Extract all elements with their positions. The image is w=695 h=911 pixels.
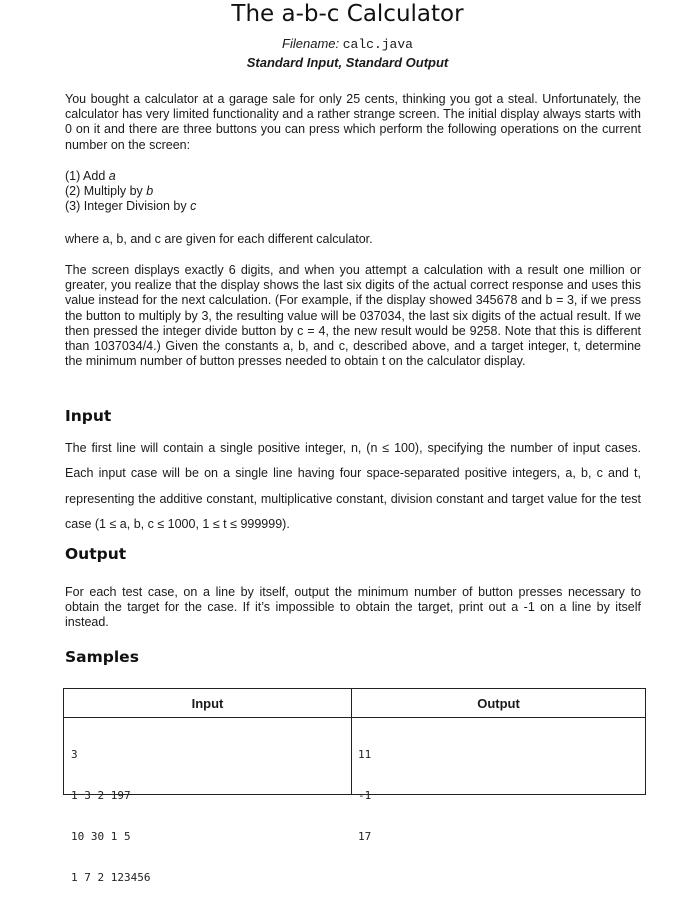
output-heading: Output (65, 545, 127, 563)
input-paragraph: The first line will contain a single positive integer, n, (n ≤ 100), specifying the number of input cases. Each input case will be on a single line having four space-separated positive integers, a, b, c and t, representing the additive constant, multiplicative constant, division constant and target value for the test case (1 ≤ a, b, c ≤ 1000, 1 ≤ t ≤ 999999). (65, 441, 641, 532)
intro-paragraph: You bought a calculator at a garage sale for only 25 cents, thinking you got a steal. Unfortunately, the calculator has very limited functionality and a rather strange screen. The initial display always starts with 0 on it and there are three buttons you can press which perform the following operations on the current number on the screen: (65, 92, 641, 152)
filename-label: Filename: (282, 36, 340, 51)
operations-list (65, 169, 196, 215)
operation-item: (2) Multiply by b (65, 184, 154, 199)
io-line: Standard Input, Standard Output (246, 55, 449, 70)
header-divider (64, 717, 645, 718)
output-paragraph: For each test case, on a line by itself, output the minimum number of button presses necessary to obtain the target for the case. If it’s impossible to obtain the target, print out a -1 on a line by itself instead. (65, 585, 641, 630)
sample-input-line: 1 7 2 123456 (71, 870, 151, 884)
sample-output-line: 17 (358, 829, 372, 843)
sample-input-line: 1 3 2 197 (71, 788, 131, 802)
where-paragraph: where a, b, and c are given for each different calculator. (65, 232, 373, 246)
filename-value: calc.java (342, 37, 413, 52)
problem-title: The a-b-c Calculator (231, 1, 464, 27)
operation-item: (3) Integer Division by c (65, 199, 197, 214)
output-column-header: Output (477, 696, 520, 711)
operation-item: (1) Add a (65, 169, 116, 183)
filename-line (0, 36, 695, 53)
samples-table (63, 688, 646, 884)
sample-input-block (71, 721, 150, 911)
samples-heading: Samples (65, 648, 139, 666)
screen-paragraph: The screen displays exactly 6 digits, and when you attempt a calculation with a result one million or greater, you realize that the display shows the last six digits of the actual correct response and uses this value instead for the next calculation. (For example, if the display showed 345678 and b = 3, if we press the button to multiply by 3, the resulting value will be 037034, the last six digits of the actual result. If we then pressed the integer divide button by c = 4, the new result would be 9258. Note that this is different than 1037034/4.) Given the constants a, b, and c, described above, and a target integer, t, determine the minimum number of button presses needed to obtain t on the calculator display. (65, 263, 641, 369)
input-column-header: Input (191, 696, 224, 711)
input-heading: Input (65, 407, 112, 425)
sample-input-line: 3 (71, 748, 78, 762)
sample-output-line: -1 (358, 788, 372, 802)
sample-output-block (358, 721, 398, 871)
sample-output-line: 11 (358, 748, 372, 762)
sample-input-line: 10 30 1 5 (71, 829, 131, 843)
